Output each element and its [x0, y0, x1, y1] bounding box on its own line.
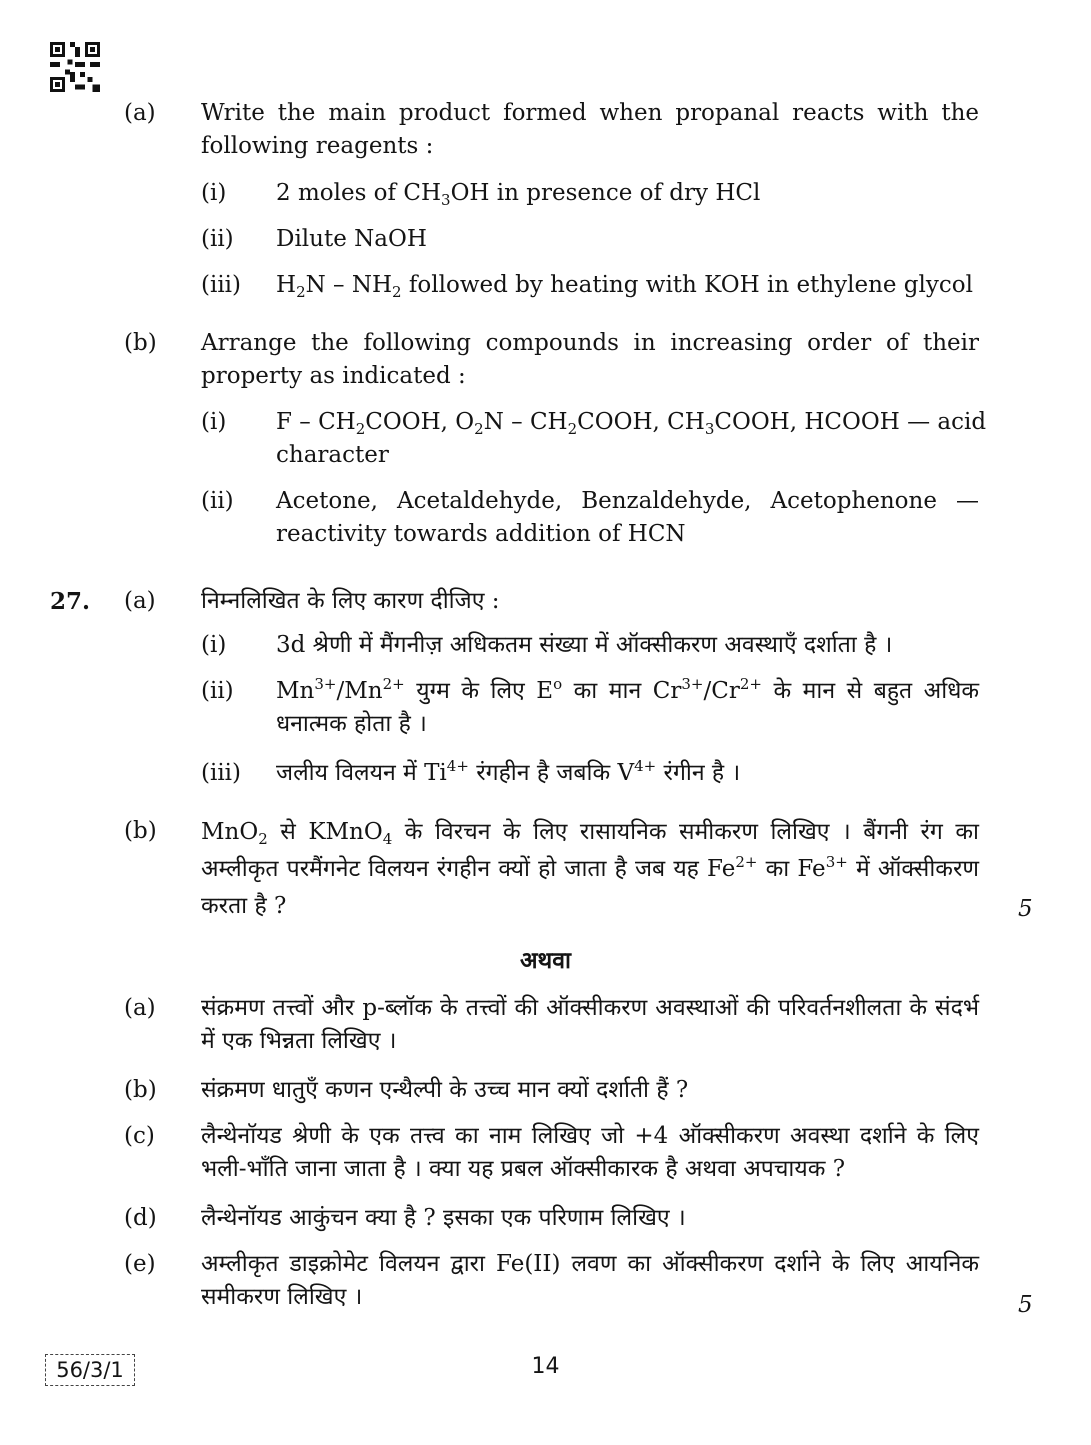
- item-text: $Mn^{3+}/Mn^{2+}$ युग्म के लिए $E^o$ का मान $Cr^{3+}/Cr^{2+}$ के मान से बहुत अधिक धनात्मक होता है ।: [276, 675, 979, 737]
- item-label: (ii): [201, 226, 234, 252]
- item-text: $H_2N - NH_2$ followed by heating with KOH in ethylene glycol: [276, 272, 973, 301]
- item-label: (a): [124, 995, 156, 1021]
- item-text: अम्लीकृत डाइक्रोमेट विलयन द्वारा Fe(II) लवण का ऑक्सीकरण दर्शाने के लिए आयनिक समीकरण लिखिए ।: [201, 1251, 979, 1310]
- item-text: संक्रमण धातुएँ कणन एन्थैल्पी के उच्च मान क्यों दर्शाती हैं ?: [201, 1077, 689, 1103]
- item-text: Acetone, Acetaldehyde, Benzaldehyde, Acetophenone — reactivity towards addition of HCN: [276, 488, 979, 547]
- item-label: (i): [201, 409, 227, 435]
- part-label: (a): [124, 588, 156, 614]
- question-number: 27.: [50, 588, 91, 615]
- item-text: लैन्थेनॉयड श्रेणी के एक तत्त्व का नाम लिखिए जो +4 ऑक्सीकरण अवस्था दर्शाने के लिए भली-भाँति जाना जाता है । क्या यह प्रबल ऑक्सीकारक है अथवा अपचायक ?: [201, 1123, 979, 1182]
- paper-code: 56/3/1: [45, 1354, 135, 1386]
- item-text: लैन्थेनॉयड आकुंचन क्या है ? इसका एक परिणाम लिखिए ।: [201, 1205, 686, 1231]
- item-label: (iii): [201, 760, 242, 786]
- or-heading: अथवा: [519, 947, 571, 974]
- part-label: (a): [124, 100, 156, 126]
- item-text: 3d श्रेणी में मैंगनीज़ अधिकतम संख्या में ऑक्सीकरण अवस्थाएँ दर्शाता है ।: [276, 632, 893, 658]
- item-label: (iii): [201, 272, 242, 298]
- marks: 5: [1018, 1292, 1033, 1318]
- item-label: (ii): [201, 678, 234, 704]
- item-label: (ii): [201, 488, 234, 514]
- question-text: Arrange the following compounds in increasing order of their property as indicated :: [201, 330, 979, 389]
- part-label: (b): [124, 330, 157, 356]
- item-text: F – $CH_2COOH$, $O_2N$ – $CH_2COOH$, $CH_3COOH$, HCOOH — acid character: [276, 409, 987, 468]
- item-label: (i): [201, 180, 227, 206]
- item-text: संक्रमण तत्त्वों और p-ब्लॉक के तत्त्वों की ऑक्सीकरण अवस्थाओं की परिवर्तनशीलता के संदर्भ में एक भिन्नता लिखिए ।: [201, 995, 979, 1054]
- item-label: (i): [201, 632, 227, 658]
- item-label: (b): [124, 1077, 157, 1103]
- page-number: 14: [531, 1354, 560, 1379]
- question-text: निम्नलिखित के लिए कारण दीजिए :: [201, 588, 500, 614]
- item-text: 2 moles of $CH_3OH$ in presence of dry HCl: [276, 180, 761, 209]
- qr-code-icon: [50, 42, 100, 92]
- item-label: (c): [124, 1123, 155, 1149]
- item-text: जलीय विलयन में $Ti^{4+}$ रंगहीन है जबकि $V^{4+}$ रंगीन है ।: [276, 757, 741, 786]
- item-label: (e): [124, 1251, 156, 1277]
- marks: 5: [1018, 896, 1033, 922]
- part-label: (b): [124, 818, 157, 844]
- question-text: Write the main product formed when propanal reacts with the following reagents :: [201, 100, 979, 159]
- question-text: MnO$_2$ से KMnO$_4$ के विरचन के लिए रासायनिक समीकरण लिखिए । बैंगनी रंग का अम्लीकृत परमैंगनेट विलयन रंगहीन क्यों हो जाता है जब यह $Fe^{2+}$ का $Fe^{3+}$ में ऑक्सीकरण करता है ?: [201, 819, 979, 919]
- item-label: (d): [124, 1205, 157, 1231]
- item-text: Dilute NaOH: [276, 226, 427, 252]
